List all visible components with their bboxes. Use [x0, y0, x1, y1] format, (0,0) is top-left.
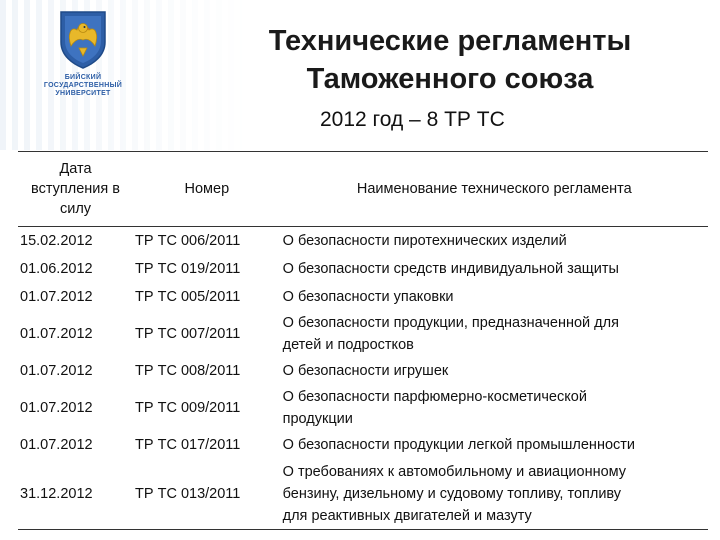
cell-name-line: О безопасности упаковки — [282, 289, 454, 305]
cell-name — [281, 357, 708, 385]
cell-name-line: О безопасности средств индивидуальной защиты — [282, 261, 619, 277]
table-row — [18, 255, 708, 283]
table-row — [18, 431, 708, 459]
cell-date: 01.07.2012 — [20, 326, 93, 342]
cell-number: ТР ТС 008/2011 — [135, 363, 241, 379]
cell-name — [281, 311, 708, 357]
table-row — [18, 311, 708, 357]
title-line-2: Таможенного союза — [306, 63, 594, 95]
cell-number: ТР ТС 005/2011 — [135, 289, 241, 305]
logo-line: ГОСУДАРСТВЕННЫЙ — [43, 82, 123, 89]
cell-date: 01.07.2012 — [20, 289, 93, 305]
page-title — [235, 22, 665, 98]
table-row — [18, 283, 708, 311]
cell-name-line: О безопасности игрушек — [282, 363, 449, 379]
logo-caption — [38, 74, 128, 98]
cell-number: ТР ТС 017/2011 — [135, 437, 241, 453]
header-date-line: Дата — [59, 161, 92, 177]
cell-name — [281, 283, 708, 311]
table-row — [18, 227, 708, 256]
cell-name-line: детей и подростков — [282, 337, 414, 353]
cell-name — [281, 385, 708, 431]
cell-name-line: О безопасности продукции, предназначенной для — [282, 315, 619, 331]
cell-date: 01.07.2012 — [20, 363, 93, 379]
page-subtitle: 2012 год – 8 ТР ТС — [320, 108, 505, 131]
logo-line: УНИВЕРСИТЕТ — [55, 90, 111, 97]
regulations-table — [18, 151, 708, 530]
university-logo — [38, 8, 128, 98]
cell-name-line: О безопасности продукции легкой промышленности — [282, 437, 636, 453]
header-date — [18, 152, 133, 227]
table-row — [18, 357, 708, 385]
cell-name-line: бензину, дизельному и судовому топливу, топливу — [282, 486, 622, 502]
cell-number: ТР ТС 019/2011 — [135, 261, 241, 277]
shield-emblem-icon — [57, 8, 109, 70]
cell-name — [281, 459, 708, 530]
cell-name-line: О требованиях к автомобильному и авиационному — [282, 464, 627, 480]
cell-name-line: О безопасности парфюмерно-косметической — [282, 389, 587, 405]
cell-number: ТР ТС 013/2011 — [133, 459, 281, 530]
cell-name — [281, 227, 708, 256]
cell-date: 01.07.2012 — [20, 437, 93, 453]
cell-date: 31.12.2012 — [18, 459, 133, 530]
cell-name-line: продукции — [282, 411, 353, 427]
title-line-1: Технические регламенты — [268, 25, 632, 57]
table-row — [18, 459, 708, 530]
cell-number: ТР ТС 006/2011 — [135, 233, 241, 249]
cell-name-line: О безопасности пиротехнических изделий — [282, 233, 567, 249]
cell-name — [281, 431, 708, 459]
header-name: Наименование технического регламента — [281, 152, 708, 227]
cell-date: 01.07.2012 — [20, 400, 93, 416]
header-date-line: вступления в — [31, 181, 120, 197]
logo-line: БИЙСКИЙ — [64, 74, 102, 81]
cell-name-line: для реактивных двигателей и мазуту — [282, 508, 532, 524]
table-header-row — [18, 152, 708, 227]
cell-number: ТР ТС 007/2011 — [135, 326, 241, 342]
header-date-line: силу — [59, 201, 92, 217]
header-number: Номер — [133, 152, 281, 227]
cell-date: 01.06.2012 — [20, 261, 93, 277]
cell-number: ТР ТС 009/2011 — [135, 400, 241, 416]
cell-date: 15.02.2012 — [20, 233, 93, 249]
cell-name — [281, 255, 708, 283]
table-row — [18, 385, 708, 431]
